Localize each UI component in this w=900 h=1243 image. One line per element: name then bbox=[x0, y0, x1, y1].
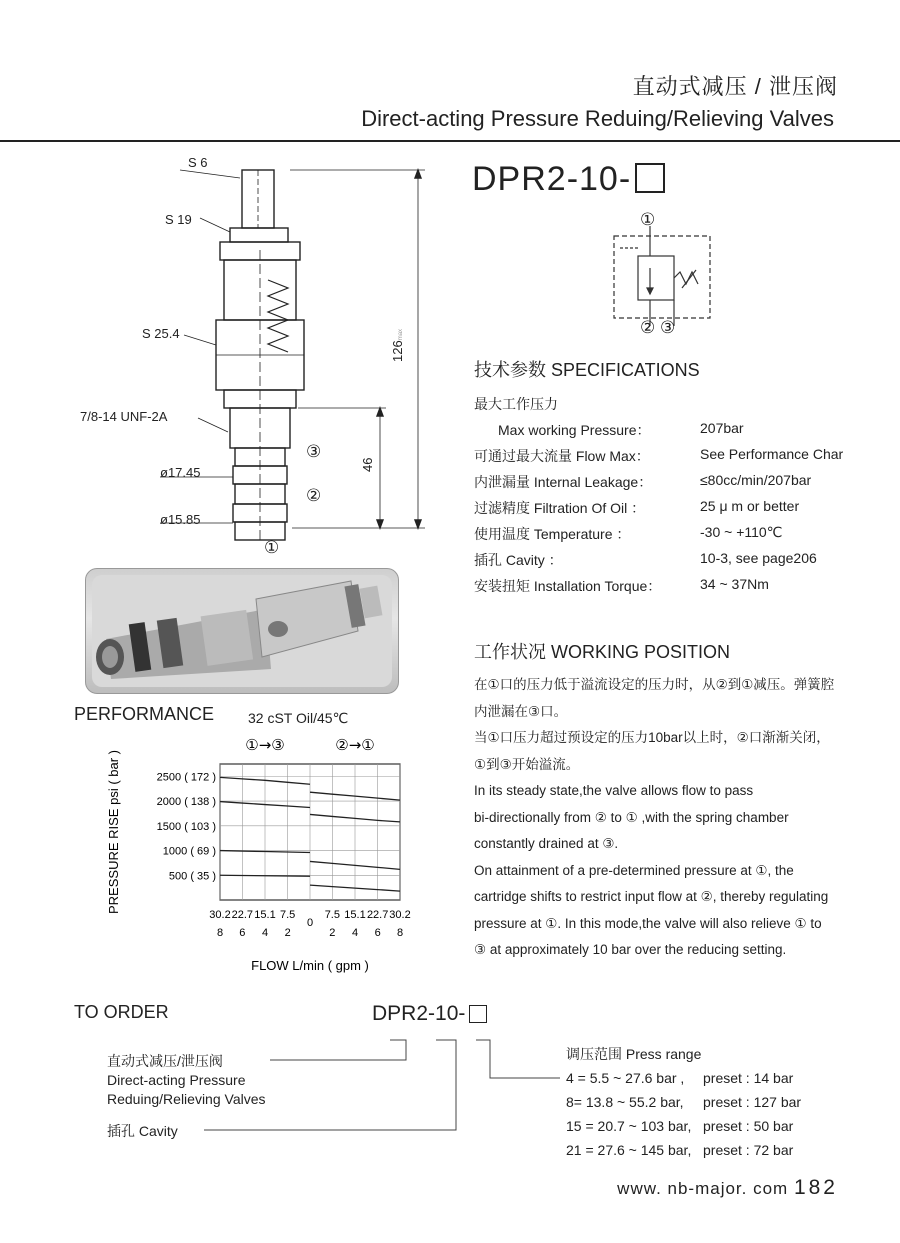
x-tick-label: 15.1 bbox=[254, 909, 276, 921]
drawing-port-2: ② bbox=[306, 486, 322, 505]
working-line: bi-directionally from ② to ① ,with the spring chamber bbox=[474, 809, 789, 825]
spec-label-0: 最大工作压力 bbox=[474, 396, 558, 412]
x-tick-label-gpm: 2 bbox=[329, 927, 336, 939]
spec-value-7: 34 ~ 37Nm bbox=[700, 576, 769, 592]
order-cavity: 插孔 Cavity bbox=[107, 1123, 178, 1139]
spec-label-3: 内泄漏量 Internal Leakage： bbox=[474, 474, 653, 490]
spec-value-4: 25 μ m or better bbox=[700, 498, 800, 514]
spec-value-3: ≤80cc/min/207bar bbox=[700, 472, 812, 488]
x-tick-label: 22.7 bbox=[231, 909, 254, 921]
symbol-port-1: ① bbox=[640, 210, 656, 229]
x-tick-label-gpm: 4 bbox=[261, 927, 269, 939]
x-axis-label: FLOW L/min ( gpm ) bbox=[251, 958, 369, 973]
y-tick-label: 500 ( 35 ) bbox=[168, 870, 216, 883]
order-model: DPR2-10- bbox=[372, 1002, 487, 1026]
spec-label-1: Max working Pressure： bbox=[498, 422, 651, 438]
order-option-box bbox=[469, 1005, 487, 1023]
x-tick-label-gpm: 2 bbox=[284, 927, 291, 939]
model-number: DPR2-10- bbox=[472, 160, 665, 199]
x-tick-label-gpm: 4 bbox=[351, 927, 359, 939]
label-s25: S 25.4 bbox=[142, 326, 180, 341]
x-tick-label: 7.5 bbox=[324, 909, 340, 921]
drawing-port-1: ① bbox=[264, 538, 280, 557]
range-preset-15: preset : 50 bar bbox=[703, 1118, 794, 1134]
range-preset-8: preset : 127 bar bbox=[703, 1094, 802, 1110]
footer: www. nb-major. com 182 bbox=[617, 1176, 838, 1199]
x-tick-label: 30.2 bbox=[209, 909, 231, 921]
spec-value-6: 10-3, see page206 bbox=[700, 550, 817, 566]
option-box bbox=[635, 163, 665, 193]
y-tick-label: 1000 ( 69 ) bbox=[162, 845, 216, 858]
range-code-8: 8= 13.8 ~ 55.2 bar, bbox=[566, 1094, 684, 1110]
page-title-en: Direct-acting Pressure Reduing/Relieving Valves bbox=[361, 106, 834, 131]
x-tick-label: 30.2 bbox=[389, 909, 411, 921]
y-tick-label: 2500 ( 172 ) bbox=[156, 771, 216, 784]
x-tick-label: 7.5 bbox=[280, 909, 296, 921]
x-tick-label-gpm: 8 bbox=[396, 927, 404, 939]
spec-label-7: 安装扭矩 Installation Torque： bbox=[474, 578, 662, 594]
specs-heading: 技术参数 SPECIFICATIONS bbox=[474, 360, 700, 380]
working-line: 在①口的压力低于溢流设定的压力时，从②到①减压。弹簧腔 bbox=[474, 677, 835, 692]
dim-46: 46 bbox=[360, 457, 375, 472]
spec-label-5: 使用温度 Temperature ： bbox=[474, 526, 631, 542]
working-line: constantly drained at ③. bbox=[474, 836, 619, 851]
page-title-cn: 直动式减压 / 泄压阀 bbox=[632, 74, 838, 99]
spec-label-6: 插孔 Cavity ： bbox=[474, 552, 563, 568]
working-line: pressure at ①. In this mode,the valve will also relieve ① to bbox=[474, 915, 822, 931]
working-line: On attainment of a pre-determined pressure at ①, the bbox=[474, 862, 794, 878]
drawing-port-3: ③ bbox=[306, 442, 322, 461]
label-thread: 7/8-14 UNF-2A bbox=[80, 409, 168, 424]
y-tick-label: 1500 ( 103 ) bbox=[156, 820, 216, 833]
range-code-21: 21 = 27.6 ~ 145 bar, bbox=[566, 1142, 692, 1158]
x-tick-label: 22.7 bbox=[366, 909, 389, 921]
valve-photo-illustration bbox=[86, 569, 398, 693]
x-tick-label-gpm: 8 bbox=[216, 927, 224, 939]
y-axis-label: PRESSURE RISE psi ( bar ) bbox=[106, 750, 121, 914]
working-line: cartridge shifts to restrict input flow at ②, thereby regulating bbox=[474, 889, 829, 904]
x-tick-label: 15.1 bbox=[344, 909, 366, 921]
x-tick-label-gpm: 6 bbox=[374, 927, 381, 939]
label-s6: S 6 bbox=[188, 155, 208, 170]
working-line: In its steady state,the valve allows flow to pass bbox=[474, 783, 754, 798]
range-preset-21: preset : 72 bar bbox=[703, 1142, 794, 1158]
spec-value-1: 207bar bbox=[700, 420, 744, 436]
range-code-4: 4 = 5.5 ~ 27.6 bar , bbox=[566, 1070, 685, 1086]
spec-value-2: See Performance Char bbox=[700, 446, 844, 462]
panel-label-1-3: ①→③ bbox=[245, 736, 285, 754]
range-code-15: 15 = 20.7 ~ 103 bar, bbox=[566, 1118, 692, 1134]
performance-chart bbox=[90, 728, 430, 988]
performance-heading: PERFORMANCE bbox=[74, 704, 215, 724]
working-line: 当①口压力超过预设定的压力10bar以上时，②口渐渐关闭， bbox=[474, 730, 830, 745]
spec-label-4: 过滤精度 Filtration Of Oil ： bbox=[474, 500, 646, 516]
y-tick-label: 2000 ( 138 ) bbox=[156, 796, 216, 809]
symbol-ports-2-3: ② ③ bbox=[640, 318, 676, 337]
label-d1745: ø17.45 bbox=[160, 465, 201, 480]
order-heading: TO ORDER bbox=[74, 1002, 169, 1022]
order-desc: 直动式减压/泄压阀 Direct-acting Pressure Reduing/Relieving Valves bbox=[107, 1053, 266, 1107]
range-preset-4: preset : 14 bar bbox=[703, 1070, 794, 1086]
header-divider bbox=[0, 140, 900, 142]
spec-label-2: 可通过最大流量 Flow Max： bbox=[474, 448, 650, 464]
working-heading: 工作状况 WORKING POSITION bbox=[474, 642, 731, 662]
working-line: ③ at approximately 10 bar over the reducing setting. bbox=[474, 942, 787, 957]
x-tick-zero: 0 bbox=[306, 917, 314, 929]
performance-oil: 32 cST Oil/45℃ bbox=[248, 710, 349, 726]
label-s19: S 19 bbox=[165, 212, 192, 227]
range-heading: 调压范围 Press range bbox=[566, 1046, 702, 1062]
x-tick-label-gpm: 6 bbox=[239, 927, 246, 939]
label-d1585: ø15.85 bbox=[160, 512, 201, 527]
working-text bbox=[474, 672, 854, 964]
dim-126: 126max bbox=[390, 328, 405, 362]
working-line: ①到③开始溢流。 bbox=[474, 756, 580, 772]
spec-value-5: -30 ~ +110℃ bbox=[700, 524, 783, 540]
product-photo bbox=[85, 568, 399, 694]
working-line: 内泄漏在③口。 bbox=[474, 703, 568, 719]
panel-label-2-1: ②→① bbox=[335, 736, 375, 754]
